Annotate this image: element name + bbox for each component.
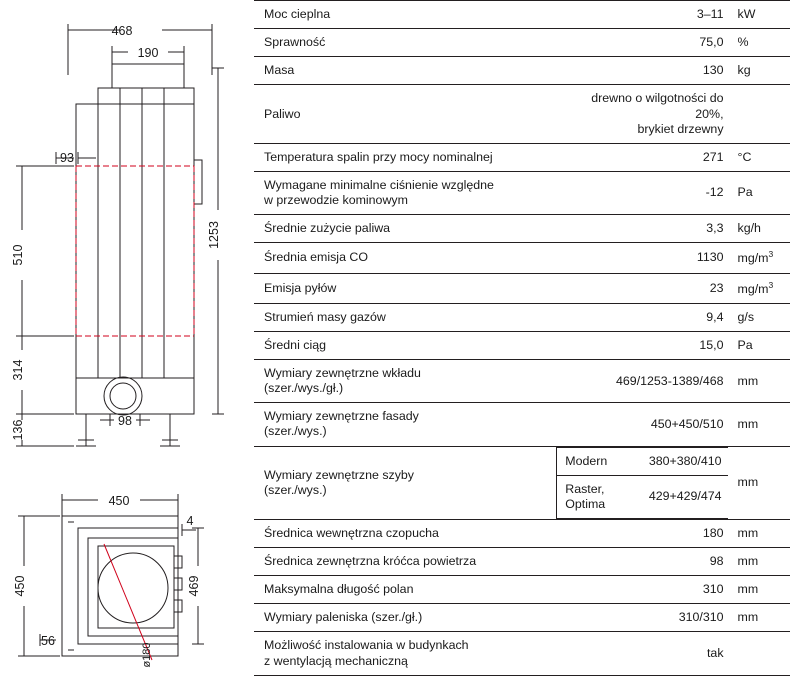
spec-unit: kW [728, 1, 790, 29]
spec-row [254, 273, 790, 303]
dim-label-plan-left-450: 450 [13, 575, 27, 597]
spec-value-group [556, 446, 727, 519]
spec-row [254, 29, 790, 57]
dim-label-plan-right-469: 469 [187, 575, 201, 597]
spec-row [254, 331, 790, 359]
spec-unit: Pa [728, 171, 790, 214]
glass-variant-name: Raster, Optima [557, 475, 639, 518]
spec-unit: mm [728, 446, 790, 519]
spec-label: Możliwość instalowania w budynkach z wentylacją mechaniczną [254, 632, 556, 675]
spec-label: Wymiary zewnętrzne fasady (szer./wys.) [254, 403, 556, 446]
spec-row [254, 1, 790, 29]
spec-value: -12 [556, 171, 727, 214]
spec-value: 9,4 [556, 303, 727, 331]
spec-row [254, 143, 790, 171]
spec-label: Moc cieplna [254, 1, 556, 29]
spec-unit: kg/h [728, 215, 790, 243]
spec-label: Średnia emisja CO [254, 243, 556, 273]
dim-label-314: 314 [11, 359, 25, 381]
spec-unit: kg [728, 57, 790, 85]
dim-label-plan-top-450: 450 [108, 494, 130, 508]
spec-unit: Pa [728, 331, 790, 359]
spec-label: Masa [254, 57, 556, 85]
spec-value: 450+450/510 [556, 403, 727, 446]
glass-variant-row [557, 447, 728, 475]
spec-unit: % [728, 29, 790, 57]
glass-variant-row [557, 475, 728, 518]
technical-drawings-panel [0, 0, 250, 682]
dim-label-plan-56: 56 [41, 634, 55, 648]
spec-label: Średnica wewnętrzna czopucha [254, 519, 556, 547]
spec-unit: mm [728, 576, 790, 604]
spec-row [254, 303, 790, 331]
spec-value: 1130 [556, 243, 727, 273]
glass-variants-table [556, 447, 727, 519]
spec-row [254, 403, 790, 446]
dim-label-plan-4: 4 [186, 514, 194, 528]
drawings-svg [0, 0, 250, 682]
spec-label: Maksymalna długość polan [254, 576, 556, 604]
spec-unit [728, 632, 790, 675]
spec-unit: $mg/m^3$ [728, 243, 790, 273]
spec-label: Temperatura spalin przy mocy nominalnej [254, 143, 556, 171]
spec-row [254, 576, 790, 604]
dim-label-top-outer: 468 [111, 24, 133, 38]
spec-row [254, 548, 790, 576]
spec-row [254, 360, 790, 403]
spec-row [254, 604, 790, 632]
spec-label: Wymagane minimalne ciśnienie względne w przewodzie kominowym [254, 171, 556, 214]
specification-table [254, 0, 790, 676]
dim-label-1253: 1253 [207, 221, 221, 249]
spec-unit: mm [728, 604, 790, 632]
spec-row-glass [254, 446, 790, 519]
spec-row [254, 519, 790, 547]
spec-row [254, 243, 790, 273]
dim-label-98: 98 [118, 414, 132, 428]
spec-value: 310 [556, 576, 727, 604]
spec-label: Średnie zużycie paliwa [254, 215, 556, 243]
dim-label-510: 510 [11, 244, 25, 266]
spec-unit: mm [728, 360, 790, 403]
glass-variant-name: Modern [557, 447, 639, 475]
spec-row [254, 85, 790, 143]
spec-value: 130 [556, 57, 727, 85]
spec-unit: $mg/m^3$ [728, 273, 790, 303]
spec-value: 3–11 [556, 1, 727, 29]
dim-label-circle-diameter: ø180 [141, 642, 153, 668]
spec-value: 3,3 [556, 215, 727, 243]
spec-value: 271 [556, 143, 727, 171]
spec-label: Wymiary zewnętrzne szyby (szer./wys.) [254, 446, 556, 519]
spec-row [254, 215, 790, 243]
spec-unit: mm [728, 403, 790, 446]
spec-label: Średni ciąg [254, 331, 556, 359]
spec-value: 469/1253-1389/468 [556, 360, 727, 403]
spec-value: 23 [556, 273, 727, 303]
spec-value: tak [556, 632, 727, 675]
glass-variant-value: 380+380/410 [639, 447, 728, 475]
spec-unit: °C [728, 143, 790, 171]
spec-unit [728, 85, 790, 143]
specification-table-container [254, 0, 800, 682]
glass-variant-value: 429+429/474 [639, 475, 728, 518]
spec-value: 98 [556, 548, 727, 576]
spec-unit: mm [728, 548, 790, 576]
spec-value: 180 [556, 519, 727, 547]
spec-label: Sprawność [254, 29, 556, 57]
spec-label: Paliwo [254, 85, 556, 143]
spec-unit: g/s [728, 303, 790, 331]
spec-row [254, 171, 790, 214]
dim-label-top-inner: 190 [137, 46, 159, 60]
spec-row [254, 57, 790, 85]
spec-unit: mm [728, 519, 790, 547]
spec-label: Emisja pyłów [254, 273, 556, 303]
dim-label-136: 136 [11, 419, 25, 441]
dim-label-93: 93 [60, 151, 74, 165]
spec-value: 75,0 [556, 29, 727, 57]
spec-value: drewno o wilgotności do 20%, brykiet drzewny [556, 85, 727, 143]
spec-value: 15,0 [556, 331, 727, 359]
spec-label: Wymiary paleniska (szer./gł.) [254, 604, 556, 632]
spec-label: Średnica zewnętrzna króćca powietrza [254, 548, 556, 576]
spec-row [254, 632, 790, 675]
spec-value: 310/310 [556, 604, 727, 632]
spec-label: Strumień masy gazów [254, 303, 556, 331]
spec-label: Wymiary zewnętrzne wkładu (szer./wys./gł.) [254, 360, 556, 403]
